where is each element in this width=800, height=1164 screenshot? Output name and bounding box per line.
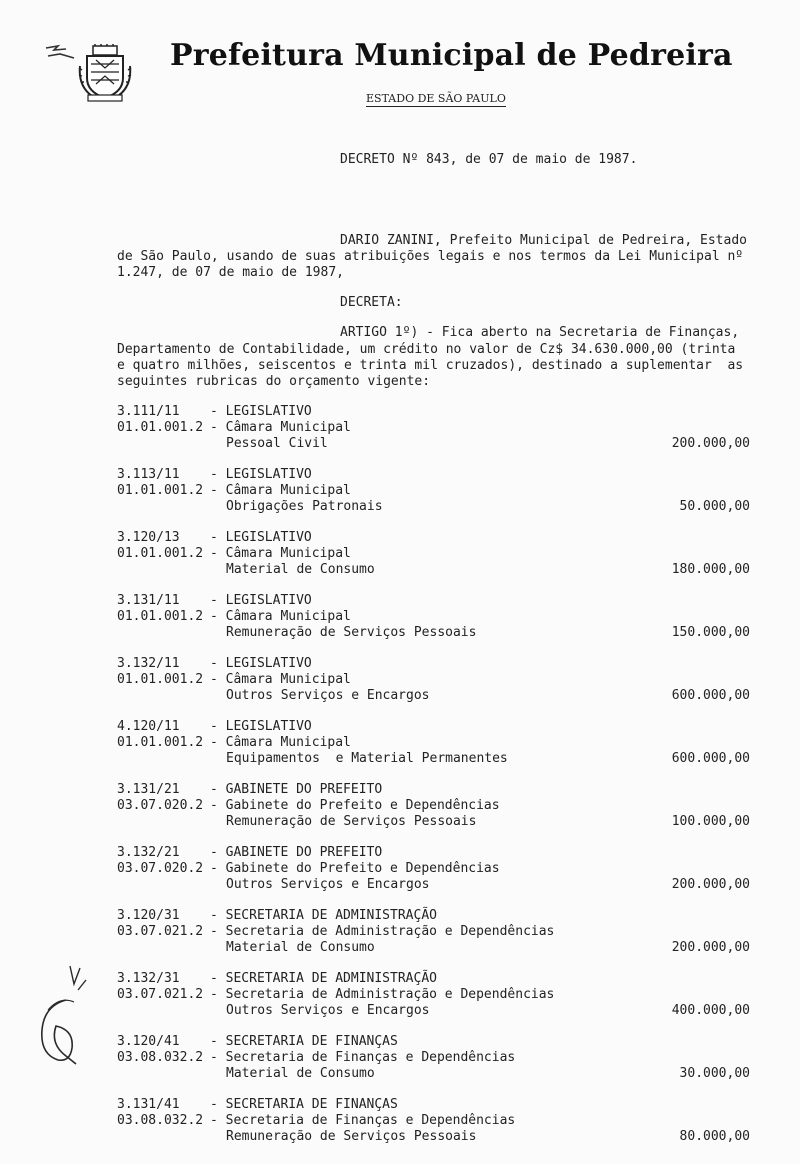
budget-entry <box>0 908 800 956</box>
entry-unit: - Secretaria de Administração e Dependências <box>210 987 555 1002</box>
budget-entry <box>0 719 800 767</box>
budget-entry <box>0 782 800 830</box>
entry-unit: - Câmara Municipal <box>210 483 351 498</box>
budget-entry <box>0 593 800 641</box>
entry-subcode: 01.01.001.2 <box>117 672 204 687</box>
entry-department: - SECRETARIA DE FINANÇAS <box>210 1034 398 1049</box>
entry-amount: 600.000,00 <box>671 688 750 703</box>
budget-entry <box>0 845 800 893</box>
article-line: Departamento de Contabilidade, um crédito no valor de Cz$ 34.630.000,00 (trinta <box>117 342 736 357</box>
entry-subcode: 01.01.001.2 <box>117 735 204 750</box>
entry-item: Pessoal Civil <box>226 436 328 451</box>
entry-code: 3.131/21 <box>117 782 180 797</box>
entry-department: - SECRETARIA DE FINANÇAS <box>210 1097 398 1112</box>
entry-department: - GABINETE DO PREFEITO <box>210 845 383 860</box>
budget-entry <box>0 467 800 515</box>
entry-amount: 400.000,00 <box>671 1003 750 1018</box>
entry-unit: - Câmara Municipal <box>210 672 351 687</box>
entry-department: - LEGISLATIVO <box>210 530 312 545</box>
page-subtitle: ESTADO DE SÃO PAULO <box>366 92 506 105</box>
entry-item: Outros Serviços e Encargos <box>226 877 430 892</box>
budget-entry <box>0 971 800 1019</box>
entry-department: - SECRETARIA DE ADMINISTRAÇÃO <box>210 971 437 986</box>
entry-department: - LEGISLATIVO <box>210 467 312 482</box>
handwritten-initials-icon <box>30 960 102 1070</box>
entry-item: Remuneração de Serviços Pessoais <box>226 814 477 829</box>
entry-subcode: 03.08.032.2 <box>117 1113 204 1128</box>
decreta-heading: DECRETA: <box>340 295 403 310</box>
budget-entry <box>0 656 800 704</box>
preamble-line: de São Paulo, usando de suas atribuições legais e nos termos da Lei Municipal nº <box>117 249 744 264</box>
entry-code: 3.120/41 <box>117 1034 180 1049</box>
entry-item: Material de Consumo <box>226 562 375 577</box>
entry-code: 3.132/21 <box>117 845 180 860</box>
entry-department: - LEGISLATIVO <box>210 404 312 419</box>
entry-subcode: 03.07.020.2 <box>117 798 204 813</box>
entry-department: - GABINETE DO PREFEITO <box>210 782 383 797</box>
entry-amount: 100.000,00 <box>671 814 750 829</box>
budget-entry <box>0 1097 800 1145</box>
entry-amount: 200.000,00 <box>671 877 750 892</box>
entry-department: - LEGISLATIVO <box>210 593 312 608</box>
page-title: Prefeitura Municipal de Pedreira <box>170 38 733 73</box>
entry-item: Equipamentos e Material Permanentes <box>226 751 508 766</box>
entry-amount: 180.000,00 <box>671 562 750 577</box>
entry-unit: - Câmara Municipal <box>210 609 351 624</box>
entry-code: 3.132/31 <box>117 971 180 986</box>
entry-code: 4.120/11 <box>117 719 180 734</box>
municipal-coat-of-arms-icon <box>76 44 134 102</box>
preamble-line: DARIO ZANINI, Prefeito Municipal de Pedreira, Estado <box>340 233 747 248</box>
entry-amount: 600.000,00 <box>671 751 750 766</box>
entry-amount: 200.000,00 <box>671 940 750 955</box>
entry-code: 3.131/41 <box>117 1097 180 1112</box>
decree-header: DECRETO Nº 843, de 07 de maio de 1987. <box>340 152 638 167</box>
article-line: e quatro milhões, seiscentos e trinta mil cruzados), destinado a suplementar as <box>117 358 744 373</box>
entry-item: Remuneração de Serviços Pessoais <box>226 1129 477 1144</box>
entry-unit: - Gabinete do Prefeito e Dependências <box>210 861 500 876</box>
entry-code: 3.120/31 <box>117 908 180 923</box>
entry-code: 3.113/11 <box>117 467 180 482</box>
entry-unit: - Secretaria de Finanças e Dependências <box>210 1113 516 1128</box>
entry-code: 3.132/11 <box>117 656 180 671</box>
budget-entry <box>0 530 800 578</box>
entry-code: 3.131/11 <box>117 593 180 608</box>
entry-item: Outros Serviços e Encargos <box>226 1003 430 1018</box>
budget-entry <box>0 1034 800 1082</box>
entry-amount: 30.000,00 <box>679 1066 750 1081</box>
entry-unit: - Gabinete do Prefeito e Dependências <box>210 798 500 813</box>
entry-subcode: 01.01.001.2 <box>117 483 204 498</box>
entry-item: Material de Consumo <box>226 940 375 955</box>
preamble-line: 1.247, de 07 de maio de 1987, <box>117 265 344 280</box>
entry-code: 3.111/11 <box>117 404 180 419</box>
article-line: seguintes rubricas do orçamento vigente: <box>117 374 431 389</box>
entry-subcode: 03.07.021.2 <box>117 924 204 939</box>
entry-unit: - Câmara Municipal <box>210 546 351 561</box>
entry-amount: 200.000,00 <box>671 436 750 451</box>
budget-entry <box>0 404 800 452</box>
entry-amount: 150.000,00 <box>671 625 750 640</box>
entry-subcode: 03.07.021.2 <box>117 987 204 1002</box>
entry-subcode: 01.01.001.2 <box>117 546 204 561</box>
entry-subcode: 01.01.001.2 <box>117 420 204 435</box>
entry-subcode: 03.07.020.2 <box>117 861 204 876</box>
entry-subcode: 03.08.032.2 <box>117 1050 204 1065</box>
entry-amount: 80.000,00 <box>679 1129 750 1144</box>
entry-code: 3.120/13 <box>117 530 180 545</box>
entry-amount: 50.000,00 <box>679 499 750 514</box>
entry-unit: - Secretaria de Administração e Dependências <box>210 924 555 939</box>
entry-department: - LEGISLATIVO <box>210 719 312 734</box>
entry-item: Outros Serviços e Encargos <box>226 688 430 703</box>
entry-item: Material de Consumo <box>226 1066 375 1081</box>
entry-unit: - Câmara Municipal <box>210 735 351 750</box>
entry-unit: - Secretaria de Finanças e Dependências <box>210 1050 516 1065</box>
entry-item: Remuneração de Serviços Pessoais <box>226 625 477 640</box>
entry-subcode: 01.01.001.2 <box>117 609 204 624</box>
entry-unit: - Câmara Municipal <box>210 420 351 435</box>
entry-department: - LEGISLATIVO <box>210 656 312 671</box>
entry-department: - SECRETARIA DE ADMINISTRAÇÃO <box>210 908 437 923</box>
entry-item: Obrigações Patronais <box>226 499 383 514</box>
article-line: ARTIGO 1º) - Fica aberto na Secretaria de Finanças, <box>340 325 740 340</box>
